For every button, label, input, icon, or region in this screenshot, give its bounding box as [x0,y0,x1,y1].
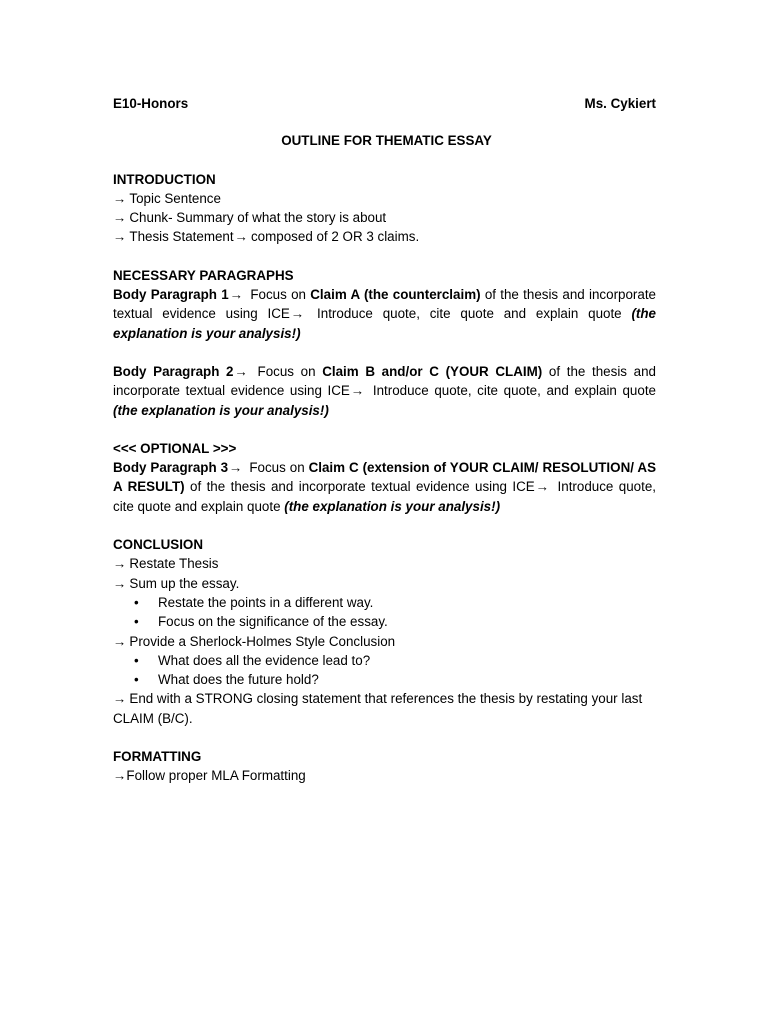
arrow-icon: → [113,190,127,206]
conclusion-strong-item [113,689,656,728]
bp1-label: Body Paragraph 1 [113,287,229,303]
arrow-icon: → [234,229,248,245]
spacer [113,343,656,362]
arrow-icon: → [535,479,550,495]
arrow-icon: → [229,287,244,303]
list-item: • What does the future hold? [113,670,656,689]
arrow-icon: → [113,210,127,226]
conclusion-sumup-text: Sum up the essay. [129,575,240,591]
intro-thesis-item [113,227,656,246]
body-paragraph-3: Body Paragraph 3→ Focus on Claim C (extension of YOUR CLAIM/ RESOLUTION/ AS A RESULT) of the thesis and incorporate textual evidence using ICE→ Introduce quote, cite quote and explain quote (the explanation is your analysis!) [113,460,656,514]
arrow-icon: → [350,383,365,399]
bp2-claim: Claim B and/or C (YOUR CLAIM) [322,363,543,379]
course-label: E10-Honors [113,96,189,111]
bullet-icon: • [134,652,139,668]
bullet-icon: • [134,672,139,688]
conclusion-sherlock-item [113,632,656,651]
intro-thesis-detail: composed of 2 OR 3 claims. [250,229,420,245]
arrow-icon: → [234,363,248,379]
header-row [113,94,656,113]
conclusion-sumup-item [113,574,656,593]
intro-topic-text: Topic Sentence [129,190,221,206]
arrow-icon: → [113,575,127,591]
intro-chunk-text: Chunk- Summary of what the story is about [129,210,387,226]
bp3-note: (the explanation is your analysis!) [284,498,501,514]
list-item: • Restate the points in a different way. [113,593,656,612]
conclusion-strong-text: End with a STRONG closing statement that references the thesis by restating your last CLAIM (B/C). [113,691,643,726]
formatting-mla-item [113,766,656,785]
bp3-claim: Claim C (extension of YOUR CLAIM/ RESOLUTION/ AS A RESULT) [113,460,656,495]
optional-heading: <<< OPTIONAL >>> [113,440,237,456]
arrow-icon: → [113,633,127,649]
spacer [113,420,656,439]
teacher-name: Ms. Cykiert [584,96,656,111]
formatting-mla-text: Follow proper MLA Formatting [126,768,306,784]
spacer [113,728,656,747]
intro-topic-item [113,189,656,208]
bp2-note: (the explanation is your analysis!) [113,402,329,418]
intro-chunk-item [113,208,656,227]
conclusion-restate-text: Restate Thesis [129,556,219,572]
list-item: • Focus on the significance of the essay. [113,612,656,631]
page-title: OUTLINE FOR THEMATIC ESSAY [281,133,492,149]
bp1-claim: Claim A (the counterclaim) [310,287,481,303]
bullet-icon: • [134,594,139,610]
arrow-icon: → [290,306,305,322]
intro-thesis-text: Thesis Statement [129,229,234,245]
spacer [113,151,656,170]
arrow-icon: → [229,460,243,476]
conclusion-heading: CONCLUSION [113,537,204,553]
body-paragraph-1: Body Paragraph 1→ Focus on Claim A (the counterclaim) of the thesis and incorporate textual evidence using ICE→ Introduce quote, cite quote and explain quote (the explanation is your analysis!) [113,287,656,341]
bp1-note: (the explanation is your analysis!) [113,306,656,341]
arrow-icon: → [113,691,127,707]
bp2-label: Body Paragraph 2 [113,363,234,379]
sumup-bullet-list [113,593,656,632]
formatting-heading: FORMATTING [113,749,202,765]
conclusion-restate-item [113,554,656,573]
sherlock-bullet-list [113,651,656,690]
necessary-heading: NECESSARY PARAGRAPHS [113,267,294,283]
conclusion-sherlock-text: Provide a Sherlock-Holmes Style Conclusion [129,633,396,649]
bp3-label: Body Paragraph 3 [113,460,229,476]
bullet-icon: • [134,614,139,630]
arrow-icon: → [113,768,127,784]
spacer [113,247,656,266]
arrow-icon: → [113,229,127,245]
list-item: • What does all the evidence lead to? [113,651,656,670]
arrow-icon: → [113,556,127,572]
outline-content [113,94,656,786]
spacer [113,516,656,535]
intro-heading: INTRODUCTION [113,171,216,187]
body-paragraph-2: Body Paragraph 2→ Focus on Claim B and/or C (YOUR CLAIM) of the thesis and incorporate textual evidence using ICE→ Introduce quote, cite quote, and explain quote (the explanation is your analysis!) [113,363,656,418]
